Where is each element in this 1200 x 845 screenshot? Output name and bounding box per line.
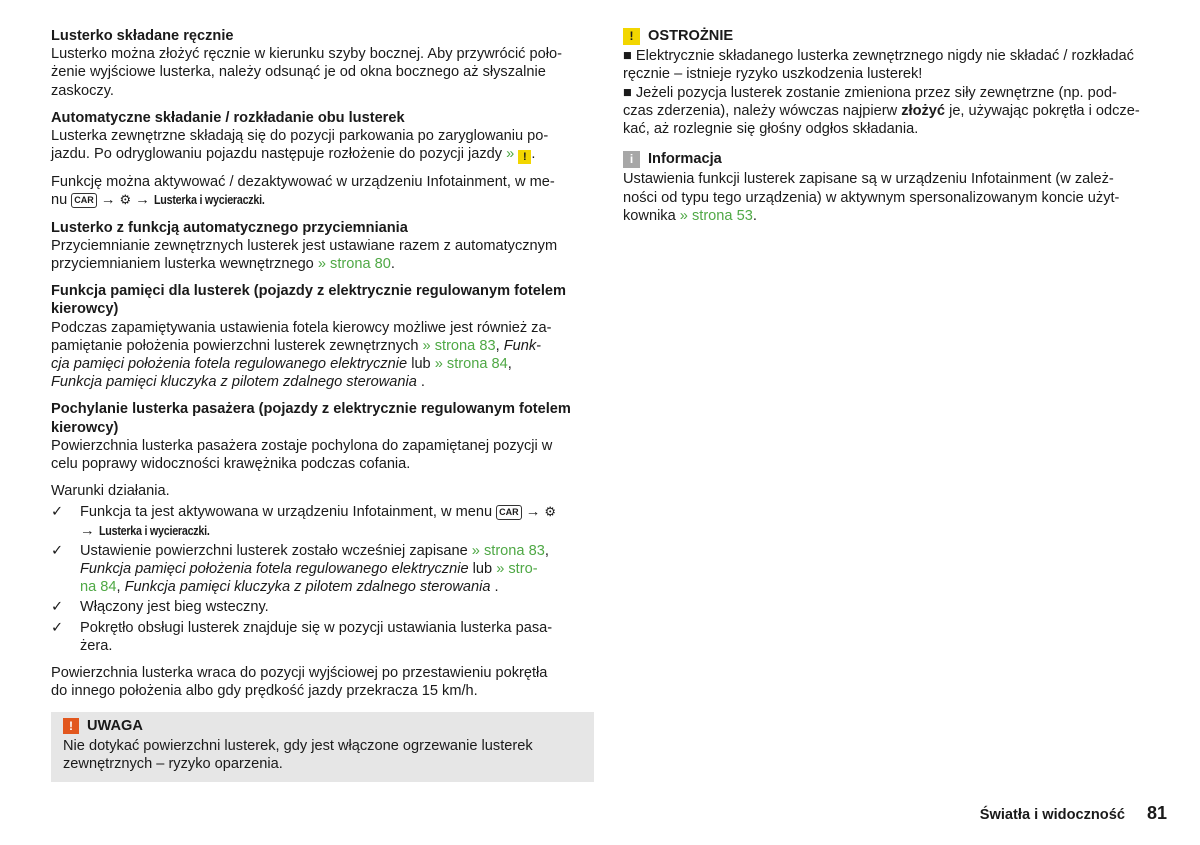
car-key-icon: CAR [496,505,522,520]
warning-icon: ! [63,718,79,734]
text-run: lub [411,356,431,373]
paragraph-line: ■ Elektrycznie składanego lusterka zewnętrznego nigdy nie składać / rozkładać [623,48,1134,65]
caution-reference-icon[interactable]: ! [518,150,531,164]
caution-header [623,27,1168,45]
section-title: Funkcja pamięci dla lusterek (pojazdy z elektrycznie regulowanym fotelem [51,283,566,300]
warning-title: UWAGA [87,717,143,734]
text-run: Funkcja ta jest aktywowana w urządzeniu Infotainment, w menu [80,504,493,521]
text-run: Ustawienie powierzchni lusterek zostało wcześniej zapisane [80,542,468,559]
list-item [51,503,594,539]
text-run: Funkcja pamięci kluczyka z pilotem zdalnego sterowania [124,579,491,596]
paragraph-line: Lusterka zewnętrzne składają się do pozycji parkowania po zaryglowaniu po- [51,128,549,145]
paragraph-line [51,373,594,391]
section-auto-dimming [51,219,594,274]
info-header [623,150,1168,168]
text-run: Funk- [503,337,541,354]
page-reference-link[interactable]: » strona 83 [422,337,496,354]
paragraph-line [51,255,594,273]
paragraph-line [623,102,1168,120]
page-number: 81 [1146,803,1167,823]
paragraph-line: Funkcję można aktywować / dezaktywować w urządzeniu Infotainment, w me- [51,174,555,191]
settings-gear-icon: ⚙ [119,192,132,208]
page-reference-link[interactable]: » strona 53 [679,207,753,224]
paragraph-line: ręcznie – istnieje ryzyko uszkodzenia lusterek! [623,66,923,83]
section-passenger-tilt [51,400,594,473]
section-auto-folding [51,109,594,164]
menu-path-label: Lusterka i wycieraczki. [153,193,265,208]
page-reference-link[interactable]: » strona 83 [471,542,545,559]
section-title: kierowcy) [51,419,119,436]
paragraph-line: do innego położenia albo gdy prędkość jazdy przekracza 15 km/h. [51,683,478,700]
page-reference-link[interactable]: » stro- [496,561,538,578]
conditions-title: Warunki działania. [51,483,170,500]
section-return-position [51,664,594,700]
section-title: kierowcy) [51,301,119,318]
arrow-icon: → [525,504,541,521]
arrow-icon: → [135,192,150,209]
section-memory-function [51,282,594,391]
info-title: Informacja [648,151,722,168]
left-column [51,27,594,782]
paragraph-line: zewnętrznych – ryzyko oparzenia. [63,755,283,772]
paragraph-line: Nie dotykać powierzchni lusterek, gdy jest włączone ogrzewanie lusterek [63,737,533,754]
footer-section-name: Światła i widoczność [979,807,1125,823]
paragraph-line: Powierzchnia lusterka pasażera zostaje pochylona do zapamiętanej pozycji w [51,437,553,454]
list-item: ✓ Ustawienie powierzchni lusterek zostało wcześniej zapisane » strona 83, Funkcja pamięci położenia fotela regulowanego elektrycznie lub » stro- na 84, Funkcja pamięci kluczyka z pilotem zdalnego sterowania . [51,542,549,596]
section-manual-folding [51,27,594,100]
info-icon: i [623,151,640,168]
text-run: Funkcja pamięci położenia fotela regulowanego elektrycznie [80,561,469,578]
paragraph-line: Ustawienia funkcji lusterek zapisane są w urządzeniu Infotainment (w zależ- [623,171,1114,188]
text-run: Funkcja pamięci kluczyka z pilotem zdalnego sterowania [51,374,417,391]
text-run: przyciemnianiem lusterka wewnętrznego [51,256,314,273]
conditions-list [51,503,594,655]
paragraph-line [623,207,1168,225]
section-title: Lusterko składane ręcznie [51,28,234,44]
caution-box [623,27,1168,138]
right-column [623,27,1168,225]
check-icon: ✓ [51,619,64,636]
paragraph-line: cja pamięci położenia fotela regulowanego elektrycznie lub » strona 84, [51,356,512,373]
page-reference-link[interactable]: na 84 [80,579,117,596]
text-run: żera. [80,637,113,654]
paragraph-line: Przyciemnianie zewnętrznych lusterek jest ustawiane razem z automatycznym [51,237,558,254]
text-run: . [752,207,757,224]
paragraph-line: Powierzchnia lusterka wraca do pozycji wyjściowej po przestawieniu pokrętła [51,665,548,682]
paragraph-line: jazdu. Po odryglowaniu pojazdu następuje rozłożenie do pozycji jazdy » ! . [51,146,536,164]
check-icon: ✓ [51,599,64,616]
check-icon: ✓ [51,542,64,559]
paragraph-line: ■ Jeżeli pozycja lusterek zostanie zmieniona przez siły zewnętrzne (np. pod- [623,84,1117,101]
text-run: czas zderzenia), należy wówczas najpierw [623,102,898,119]
page-reference-link[interactable]: » [506,146,515,163]
paragraph-line: ności od typu tego urządzenia) w aktywnym spersonalizowanym koncie użyt- [623,189,1120,206]
check-icon: ✓ [51,504,64,521]
text-run: jazdu. Po odryglowaniu pojazdu następuje rozłożenie do pozycji jazdy [51,146,503,163]
menu-path-label: Lusterka i wycieraczki. [98,523,210,538]
text-run: złożyć [901,102,946,119]
section-infotainment-toggle [51,173,594,209]
paragraph-line: Lusterko można złożyć ręcznie w kierunku szyby bocznej. Aby przywrócić poło- [51,46,562,63]
section-title: Automatyczne składanie / rozkładanie obu lusterek [51,109,405,126]
text-run: Włączony jest bieg wsteczny. [80,599,269,616]
text-run: kownika [623,207,676,224]
paragraph-line: żenie wyjściowe lusterka, należy odsunąć je od okna bocznego aż słyszalnie [51,64,546,81]
car-key-icon: CAR [71,193,97,208]
list-item [51,598,594,616]
page-footer [980,804,1167,824]
text-run: lub [472,561,493,578]
arrow-icon: → [80,522,95,539]
text-run: pamiętanie położenia powierzchni lusterek zewnętrznych [51,337,419,354]
info-box [623,150,1168,225]
text-run: . [420,374,425,391]
text-run: nu [51,192,68,209]
text-run: Pokrętło obsługi lusterek znajduje się w pozycji ustawiania lusterka pasa- [80,619,553,636]
paragraph-line: pamiętanie położenia powierzchni lusterek zewnętrznych » strona 83, Funk- [51,337,541,354]
paragraph-line: kać, aż rozlegnie się głośny odgłos składania. [623,121,919,138]
list-item [51,619,594,655]
text-run: je, używając pokrętła i odcze- [949,102,1140,119]
paragraph-line: zaskoczy. [51,82,114,99]
section-title: Lusterko z funkcją automatycznego przyciemniania [51,219,408,236]
text-run: . [390,256,395,273]
warning-header [63,717,582,735]
caution-icon: ! [623,28,640,45]
section-title: Pochylanie lusterka pasażera (pojazdy z elektrycznie regulowanym fotelem [51,401,571,418]
warning-box [51,712,594,783]
text-run: cja pamięci położenia fotela regulowanego elektrycznie [51,356,408,373]
caution-title: OSTROŻNIE [648,28,734,44]
paragraph-line [51,191,594,209]
settings-gear-icon: ⚙ [544,504,557,520]
paragraph-line: Podczas zapamiętywania ustawienia fotela kierowcy możliwe jest również za- [51,319,552,336]
arrow-icon: → [100,192,116,209]
page-reference-link[interactable]: » strona 80 [317,256,391,273]
page-reference-link[interactable]: » strona 84 [434,356,508,373]
paragraph-line: celu poprawy widoczności krawężnika podczas cofania. [51,456,411,473]
